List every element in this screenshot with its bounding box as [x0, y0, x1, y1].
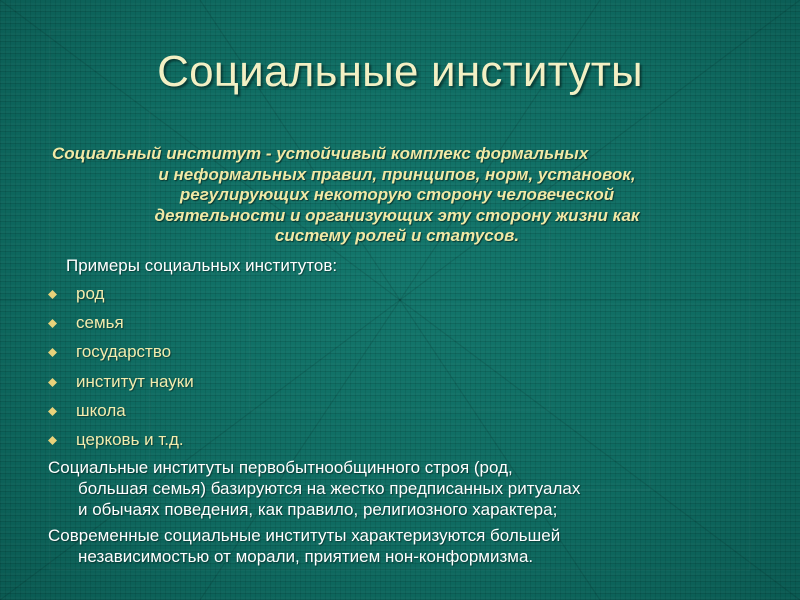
list-item	[48, 313, 194, 342]
diamond-bullet-icon	[48, 378, 57, 387]
examples-heading: Примеры социальных институтов:	[66, 256, 338, 275]
slide-title: Социальные институты	[157, 47, 643, 96]
definition-line: и неформальных правил, принципов, норм, установок,	[158, 164, 636, 184]
list-item-label: школа	[76, 400, 126, 420]
paragraph-line: Социальные институты первобытнообщинного строя (род,	[48, 458, 513, 477]
paragraph-modern-institutions	[48, 525, 778, 567]
paragraph-line: независимостью от морали, приятием нон-конформизма.	[78, 547, 534, 566]
definition-line: деятельности и организующих эту сторону жизни как	[154, 205, 640, 225]
list-item-label: семья	[76, 313, 124, 333]
list-item-label: институт науки	[76, 371, 194, 391]
diamond-bullet-icon	[48, 319, 57, 328]
list-item	[48, 284, 194, 313]
definition-line: систему ролей и статусов.	[274, 226, 520, 245]
list-item	[48, 372, 194, 401]
paragraph-line: и обычаях поведения, как правило, религиозного характера;	[78, 500, 558, 519]
list-item	[48, 342, 194, 371]
paragraph-line: Современные социальные институты характеризуются большей	[48, 526, 561, 545]
list-item	[48, 401, 194, 430]
list-item	[48, 430, 194, 459]
definition-line: Социальный институт - устойчивый комплекс формальных	[52, 144, 589, 163]
diamond-bullet-icon	[48, 407, 57, 416]
definition-text	[46, 144, 766, 247]
definition-line: регулирующих некоторую сторону человеческой	[179, 185, 615, 204]
list-item-label: церковь и т.д.	[76, 429, 184, 449]
list-item-label: род	[76, 284, 105, 303]
diamond-bullet-icon	[48, 436, 57, 445]
diamond-bullet-icon	[48, 348, 57, 357]
list-item-label: государство	[76, 342, 172, 362]
paragraph-primitive-institutions	[48, 457, 778, 520]
paragraph-line: большая семья) базируются на жестко предписанных ритуалах	[78, 479, 581, 498]
examples-list	[48, 284, 194, 459]
diamond-bullet-icon	[48, 290, 57, 299]
